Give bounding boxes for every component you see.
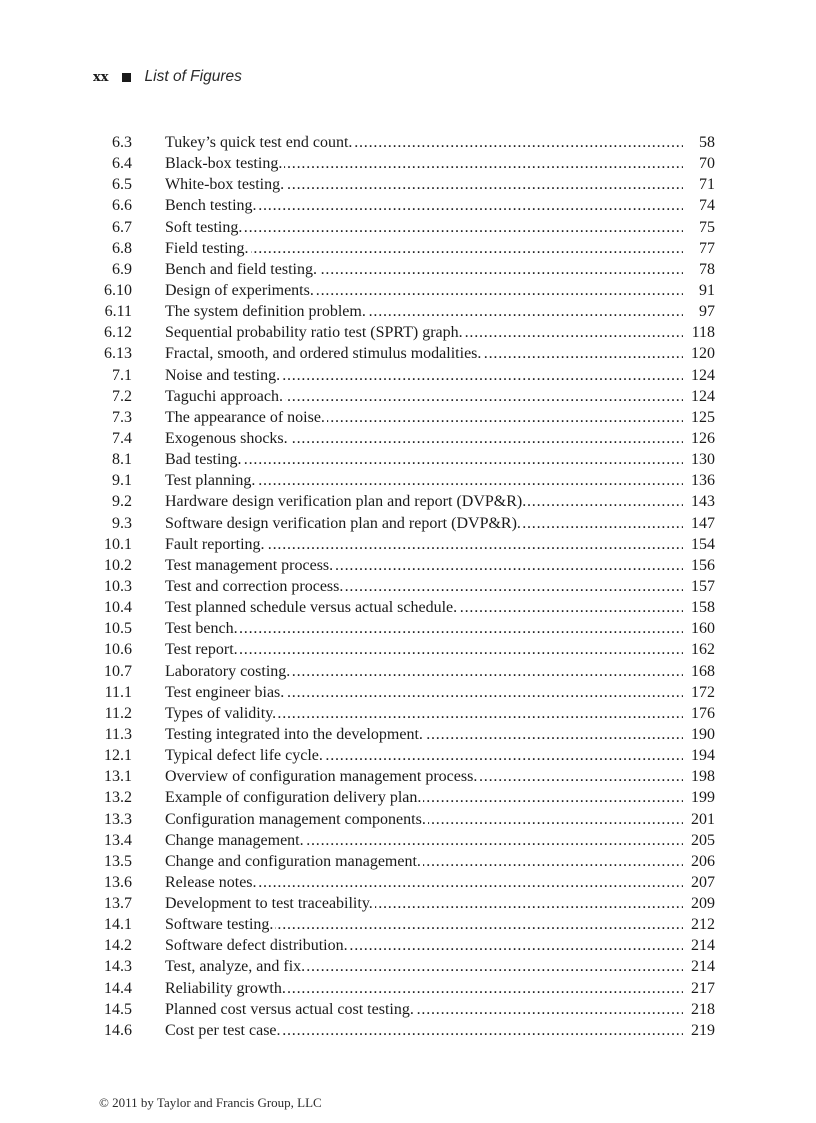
dot-leader [325, 745, 683, 766]
list-item [0, 174, 816, 195]
figure-caption: Development to test traceability. [165, 895, 373, 913]
figure-entry[interactable] [165, 343, 715, 364]
figure-caption: Types of validity. [165, 704, 277, 722]
figure-number: 11.3 [104, 725, 132, 743]
figure-entry[interactable] [165, 724, 715, 745]
figure-number: 14.3 [104, 958, 132, 976]
figure-page-number: 209 [691, 895, 715, 913]
figure-page-number: 91 [699, 281, 715, 299]
figure-entry[interactable] [165, 935, 715, 956]
figure-number: 10.3 [104, 577, 132, 595]
figure-caption: Field testing. [165, 239, 249, 257]
dot-leader [345, 576, 683, 597]
dot-leader [240, 639, 683, 660]
figure-caption: Test planned schedule versus actual schedule. [165, 599, 458, 617]
figure-page-number: 190 [691, 725, 715, 743]
list-item [0, 639, 816, 660]
figure-number: 9.1 [112, 472, 132, 490]
list-item [0, 724, 816, 745]
figure-page-number: 126 [691, 429, 715, 447]
figure-page-number: 75 [699, 218, 715, 236]
figure-entry[interactable] [165, 703, 715, 724]
figure-number: 10.7 [104, 662, 132, 680]
dot-leader [251, 238, 683, 259]
figure-entry[interactable] [165, 513, 715, 534]
figure-page-number: 125 [691, 408, 715, 426]
list-item [0, 386, 816, 407]
dot-leader [257, 470, 683, 491]
list-item [0, 428, 816, 449]
figure-number: 9.2 [112, 493, 132, 511]
figure-page-number: 156 [691, 556, 715, 574]
figure-caption: Bench testing. [165, 197, 257, 215]
figure-number: 14.5 [104, 1000, 132, 1018]
list-item [0, 745, 816, 766]
list-item [0, 301, 816, 322]
figure-page-number: 214 [691, 958, 715, 976]
figure-number: 10.4 [104, 599, 132, 617]
figure-caption: Typical defect life cycle. [165, 747, 323, 765]
figure-number: 6.11 [104, 303, 132, 321]
figure-entry[interactable] [165, 153, 715, 174]
figure-caption: Noise and testing. [165, 366, 281, 384]
figure-entry[interactable] [165, 745, 715, 766]
list-item [0, 343, 816, 364]
figure-number: 6.9 [112, 260, 132, 278]
list-item [0, 259, 816, 280]
list-item [0, 407, 816, 428]
figure-entry[interactable] [165, 978, 715, 999]
figure-page-number: 118 [691, 324, 715, 342]
figure-entry[interactable] [165, 365, 715, 386]
figure-caption: Software design verification plan and report (DVP&R). [165, 514, 521, 532]
list-item [0, 893, 816, 914]
figure-caption: Change and configuration management. [165, 852, 421, 870]
dot-leader [243, 449, 683, 470]
running-header [93, 68, 242, 86]
figure-page-number: 71 [699, 176, 715, 194]
figure-entry[interactable] [165, 893, 715, 914]
figure-page-number: 70 [699, 155, 715, 173]
figure-entry[interactable] [165, 470, 715, 491]
figure-entry[interactable] [165, 766, 715, 787]
figure-number: 14.6 [104, 1021, 132, 1039]
dot-leader [316, 280, 683, 301]
figure-caption: Test bench. [165, 620, 238, 638]
dot-leader [278, 703, 683, 724]
figure-entry[interactable] [165, 555, 715, 576]
figure-page-number: 206 [691, 852, 715, 870]
figure-number: 6.3 [112, 134, 132, 151]
dot-leader [465, 322, 683, 343]
dot-leader [425, 724, 683, 745]
figure-entry[interactable] [165, 386, 715, 407]
figure-caption: Software defect distribution. [165, 937, 348, 955]
figure-caption: Test engineer bias. [165, 683, 285, 701]
figure-entry[interactable] [165, 407, 715, 428]
list-item [0, 576, 816, 597]
figure-number: 7.2 [112, 387, 132, 405]
square-bullet-icon [122, 73, 131, 82]
figure-entry[interactable] [165, 639, 715, 660]
figure-number: 6.10 [104, 281, 132, 299]
figure-caption: Fractal, smooth, and ordered stimulus modalities. [165, 345, 482, 363]
figure-page-number: 214 [691, 937, 715, 955]
figure-page-number: 198 [691, 768, 715, 786]
list-item [0, 956, 816, 977]
figure-page-number: 154 [691, 535, 715, 553]
dot-leader [285, 386, 683, 407]
list-item [0, 238, 816, 259]
figure-number: 14.2 [104, 937, 132, 955]
figure-number: 13.4 [104, 831, 132, 849]
figure-page-number: 136 [691, 472, 715, 490]
figure-number: 6.8 [112, 239, 132, 257]
figure-entry[interactable] [165, 491, 715, 512]
figure-number: 12.1 [104, 747, 132, 765]
figure-caption: Example of configuration delivery plan. [165, 789, 422, 807]
dot-leader [284, 153, 683, 174]
copyright-footer: © 2011 by Taylor and Francis Group, LLC [99, 1095, 322, 1110]
figure-entry[interactable] [165, 280, 715, 301]
dot-leader [416, 999, 683, 1020]
figure-caption: Cost per test case. [165, 1021, 281, 1039]
dot-leader [240, 618, 683, 639]
figure-page-number: 158 [691, 599, 715, 617]
figure-entry[interactable] [165, 1020, 715, 1041]
figure-page-number: 143 [691, 493, 715, 511]
figure-page-number: 172 [691, 683, 715, 701]
list-item [0, 534, 816, 555]
figure-entry[interactable] [165, 618, 715, 639]
figure-entry[interactable] [165, 872, 715, 893]
dot-leader [267, 534, 683, 555]
figure-page-number: 199 [691, 789, 715, 807]
figure-number: 6.6 [112, 197, 132, 215]
list-item [0, 1020, 816, 1041]
figure-caption: Reliability growth. [165, 979, 286, 997]
figure-number: 10.2 [104, 556, 132, 574]
figure-entry[interactable] [165, 195, 715, 216]
page-number: xx [93, 69, 109, 85]
figure-entry[interactable] [165, 851, 715, 872]
figure-number: 14.4 [104, 979, 132, 997]
dot-leader [428, 809, 683, 830]
list-item [0, 682, 816, 703]
figure-number: 10.5 [104, 620, 132, 638]
dot-leader [354, 132, 683, 153]
figure-page-number: 74 [699, 197, 715, 215]
figure-caption: Bench and field testing. [165, 260, 317, 278]
figure-caption: Hardware design verification plan and report (DVP&R). [165, 493, 527, 511]
figure-entry[interactable] [165, 534, 715, 555]
figure-entry[interactable] [165, 956, 715, 977]
figure-caption: Laboratory costing. [165, 662, 291, 680]
figure-page-number: 157 [691, 577, 715, 595]
dot-leader [459, 597, 683, 618]
dot-leader [307, 956, 683, 977]
figure-number: 11.1 [104, 683, 132, 701]
list-item [0, 703, 816, 724]
figure-caption: White-box testing. [165, 176, 285, 194]
figure-caption: Test and correction process. [165, 577, 344, 595]
list-item [0, 280, 816, 301]
dot-leader [368, 301, 683, 322]
list-item [0, 851, 816, 872]
figure-number: 7.1 [112, 366, 132, 384]
figure-caption: Test report. [165, 641, 238, 659]
list-item [0, 999, 816, 1020]
figure-caption: Planned cost versus actual cost testing. [165, 1000, 414, 1018]
figure-caption: Test management process. [165, 556, 334, 574]
figure-caption: Test planning. [165, 472, 256, 490]
figure-page-number: 201 [691, 810, 715, 828]
list-item [0, 661, 816, 682]
figure-page-number: 219 [691, 1021, 715, 1039]
figure-number: 8.1 [112, 451, 132, 469]
figure-entry[interactable] [165, 238, 715, 259]
list-item [0, 555, 816, 576]
figure-caption: Software testing. [165, 916, 274, 934]
list-item [0, 132, 816, 153]
figure-number: 13.7 [104, 895, 132, 913]
dot-leader [306, 830, 683, 851]
dot-leader [283, 1020, 683, 1041]
figure-number: 14.1 [104, 916, 132, 934]
figure-entry[interactable] [165, 132, 715, 153]
figure-number: 6.4 [112, 155, 132, 173]
dot-leader [286, 682, 683, 703]
list-item [0, 365, 816, 386]
figure-page-number: 218 [691, 1000, 715, 1018]
figure-caption: The system definition problem. [165, 303, 366, 321]
figure-caption: Soft testing. [165, 218, 243, 236]
figure-number: 7.3 [112, 408, 132, 426]
dot-leader [282, 365, 683, 386]
dot-leader [528, 491, 683, 512]
figure-entry[interactable] [165, 576, 715, 597]
figure-entry[interactable] [165, 322, 715, 343]
figure-number: 13.1 [104, 768, 132, 786]
list-item [0, 766, 816, 787]
list-item [0, 322, 816, 343]
dot-leader [483, 343, 683, 364]
list-item [0, 195, 816, 216]
figure-entry[interactable] [165, 428, 715, 449]
figure-entry[interactable] [165, 174, 715, 195]
dot-leader [523, 513, 683, 534]
figure-page-number: 176 [691, 704, 715, 722]
dot-leader [259, 195, 683, 216]
list-item [0, 470, 816, 491]
figure-caption: Test, analyze, and fix. [165, 958, 306, 976]
figure-caption: Release notes. [165, 873, 257, 891]
running-title: List of Figures [144, 68, 242, 85]
figure-page-number: 124 [691, 387, 715, 405]
figure-page-number: 77 [699, 239, 715, 257]
list-item [0, 787, 816, 808]
list-item [0, 978, 816, 999]
list-item [0, 491, 816, 512]
figure-page-number: 207 [691, 873, 715, 891]
figure-entry[interactable] [165, 597, 715, 618]
dot-leader [423, 787, 683, 808]
figure-entry[interactable] [165, 787, 715, 808]
figure-page-number: 147 [691, 514, 715, 532]
figure-caption: Taguchi approach. [165, 387, 283, 405]
dot-leader [423, 851, 683, 872]
figure-page-number: 97 [699, 303, 715, 321]
list-item [0, 597, 816, 618]
figure-entry[interactable] [165, 830, 715, 851]
dot-leader [286, 174, 683, 195]
figure-page-number: 78 [699, 260, 715, 278]
figure-number: 13.5 [104, 852, 132, 870]
dot-leader [290, 428, 683, 449]
figure-caption: Change management. [165, 831, 304, 849]
figure-caption: The appearance of noise. [165, 408, 325, 426]
list-item [0, 217, 816, 238]
figure-number: 6.5 [112, 176, 132, 194]
dot-leader [375, 893, 683, 914]
list-item [0, 809, 816, 830]
list-item [0, 935, 816, 956]
figure-entry[interactable] [165, 301, 715, 322]
figure-caption: Configuration management components. [165, 810, 426, 828]
dot-leader [327, 407, 683, 428]
list-item [0, 449, 816, 470]
figure-number: 10.6 [104, 641, 132, 659]
dot-leader [288, 978, 683, 999]
list-item [0, 872, 816, 893]
dot-leader [350, 935, 683, 956]
figure-caption: Testing integrated into the development. [165, 725, 423, 743]
dot-leader [275, 914, 683, 935]
figure-number: 13.3 [104, 810, 132, 828]
figure-caption: Overview of configuration management process. [165, 768, 478, 786]
figure-page-number: 58 [699, 134, 715, 151]
list-item [0, 513, 816, 534]
figure-number: 13.6 [104, 873, 132, 891]
list-item [0, 830, 816, 851]
figure-page-number: 217 [691, 979, 715, 997]
figure-caption: Sequential probability ratio test (SPRT) graph. [165, 324, 463, 342]
figure-entry[interactable] [165, 809, 715, 830]
dot-leader [259, 872, 683, 893]
list-item [0, 914, 816, 935]
list-item [0, 153, 816, 174]
figure-caption: Tukey’s quick test end count. [165, 134, 353, 151]
dot-leader [292, 661, 683, 682]
figure-number: 7.4 [112, 429, 132, 447]
dot-leader [479, 766, 683, 787]
figure-number: 9.3 [112, 514, 132, 532]
figure-entry[interactable] [165, 682, 715, 703]
list-item [0, 618, 816, 639]
figure-page-number: 120 [691, 345, 715, 363]
figure-caption: Exogenous shocks. [165, 429, 288, 447]
figure-page-number: 160 [691, 620, 715, 638]
figure-page-number: 162 [691, 641, 715, 659]
figure-page-number: 205 [691, 831, 715, 849]
figure-caption: Black-box testing. [165, 155, 283, 173]
figure-page-number: 124 [691, 366, 715, 384]
figure-number: 11.2 [104, 704, 132, 722]
figure-caption: Bad testing. [165, 451, 242, 469]
figure-number: 10.1 [104, 535, 132, 553]
figure-page-number: 194 [691, 747, 715, 765]
figure-number: 6.12 [104, 324, 132, 342]
figure-entry[interactable] [165, 217, 715, 238]
dot-leader [335, 555, 683, 576]
figure-entry[interactable] [165, 914, 715, 935]
figure-caption: Design of experiments. [165, 281, 314, 299]
figure-entry[interactable] [165, 661, 715, 682]
figure-page-number: 168 [691, 662, 715, 680]
figure-entry[interactable] [165, 259, 715, 280]
figure-page-number: 212 [691, 916, 715, 934]
figure-caption: Fault reporting. [165, 535, 265, 553]
figure-entry[interactable] [165, 999, 715, 1020]
figure-entry[interactable] [165, 449, 715, 470]
figure-page-number: 130 [691, 451, 715, 469]
figure-list [0, 132, 816, 1041]
figure-number: 6.7 [112, 218, 132, 236]
figure-number: 6.13 [104, 345, 132, 363]
dot-leader [319, 259, 683, 280]
dot-leader [244, 217, 683, 238]
figure-number: 13.2 [104, 789, 132, 807]
